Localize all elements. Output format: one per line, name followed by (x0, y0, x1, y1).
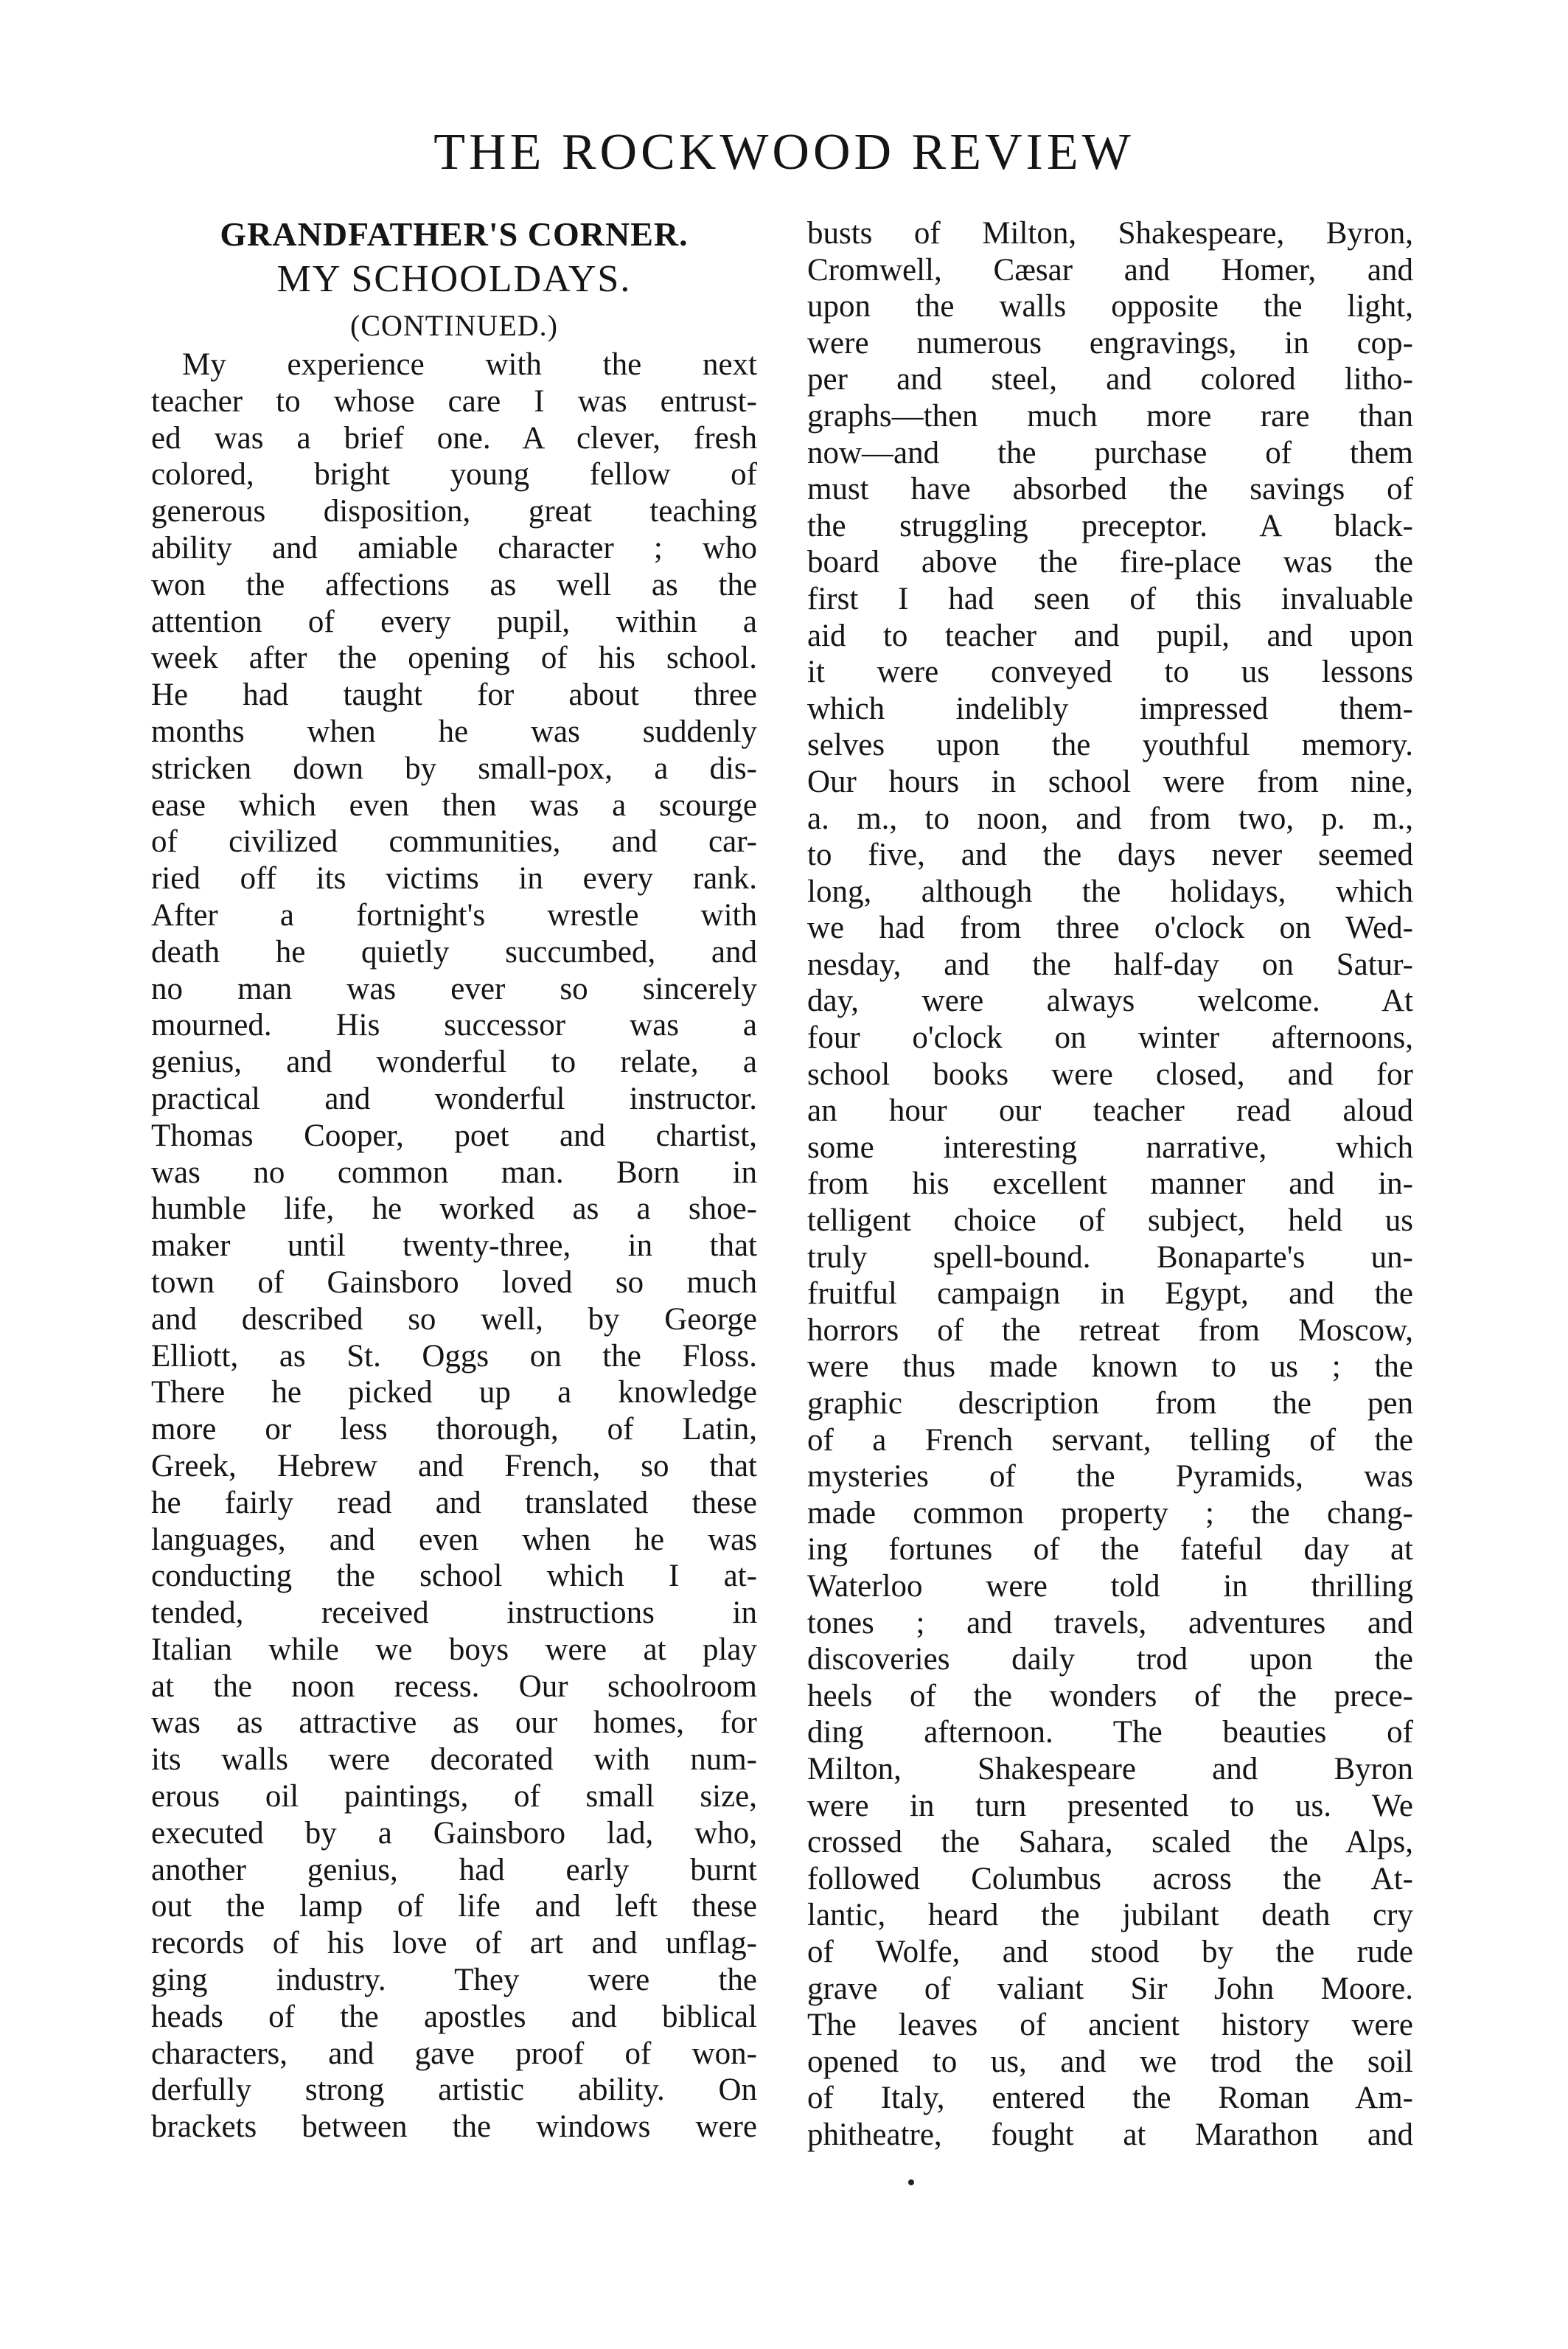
text-line: truly spell-bound. Bonaparte's un- (807, 1239, 1413, 1275)
text-line: death he quietly succumbed, and (151, 934, 757, 970)
text-line: Milton, Shakespeare and Byron (807, 1751, 1413, 1786)
text-line: humble life, he worked as a shoe- (151, 1191, 757, 1227)
text-line: long, although the holidays, which (807, 874, 1413, 909)
text-line: day, were always welcome. At (807, 984, 1413, 1019)
text-line: another genius, had early burnt (151, 1852, 757, 1887)
text-line: of Italy, entered the Roman Am- (807, 2081, 1413, 2116)
text-line: first I had seen of this invaluable (807, 581, 1413, 616)
text-line: There he picked up a knowledge (151, 1375, 757, 1410)
text-line: lantic, heard the jubilant death cry (807, 1898, 1413, 1933)
text-line: was as attractive as our homes, for (151, 1705, 757, 1741)
text-line: tones ; and travels, adventures and (807, 1605, 1413, 1640)
text-line: ging industry. They were the (151, 1963, 757, 1998)
text-line: phitheatre, fought at Marathon and (807, 2117, 1413, 2152)
text-line: Waterloo were told in thrilling (807, 1568, 1413, 1604)
continued-note: (CONTINUED.) (350, 309, 558, 342)
text-line: we had from three o'clock on Wed- (807, 911, 1413, 946)
text-line: maker until twenty-three, in that (151, 1228, 757, 1264)
text-line: out the lamp of life and left these (151, 1889, 757, 1924)
text-line: erous oil paintings, of small size, (151, 1779, 757, 1814)
text-line: teacher to whose care I was entrust- (151, 383, 757, 419)
text-line: nesday, and the half-day on Satur- (807, 947, 1413, 982)
text-line: ing fortunes of the fateful day at (807, 1532, 1413, 1567)
left-column (151, 215, 757, 2146)
section-heading: GRANDFATHER'S CORNER. (220, 215, 689, 253)
text-line: he fairly read and translated these (151, 1485, 757, 1520)
text-line: The leaves of ancient history were (807, 2008, 1413, 2043)
text-line: of a French servant, telling of the (807, 1422, 1413, 1458)
text-line: attention of every pupil, within a (151, 604, 757, 639)
text-line: mourned. His successor was a (151, 1008, 757, 1043)
text-line: colored, bright young fellow of (151, 457, 757, 493)
text-line: conducting the school which I at- (151, 1559, 757, 1594)
text-line: grave of valiant Sir John Moore. (807, 1971, 1413, 2006)
text-line: Elliott, as St. Oggs on the Floss. (151, 1338, 757, 1374)
text-line: derfully strong artistic ability. On (151, 2073, 757, 2108)
text-line: of Wolfe, and stood by the rude (807, 1934, 1413, 1969)
text-line: more or less thorough, of Latin, (151, 1412, 757, 1447)
text-line: mysteries of the Pyramids, was (807, 1459, 1413, 1494)
text-line: Our hours in school were from nine, (807, 764, 1413, 799)
text-line: Greek, Hebrew and French, so that (151, 1448, 757, 1483)
right-column-body (807, 215, 1413, 2153)
text-line: opened to us, and we trod the soil (807, 2044, 1413, 2079)
text-line: followed Columbus across the At- (807, 1861, 1413, 1896)
text-line: from his excellent manner and in- (807, 1166, 1413, 1202)
text-line: town of Gainsboro loved so much (151, 1264, 757, 1300)
left-column-body (151, 347, 757, 2146)
page-dot-mark (908, 2179, 914, 2185)
text-line: graphic description from the pen (807, 1386, 1413, 1421)
text-line: heels of the wonders of the prece- (807, 1678, 1413, 1713)
text-line: per and steel, and colored litho- (807, 362, 1413, 397)
text-line: its walls were decorated with num- (151, 1742, 757, 1778)
text-line: ed was a brief one. A clever, fresh (151, 420, 757, 456)
text-line: upon the walls opposite the light, (807, 289, 1413, 324)
text-line: were thus made known to us ; the (807, 1349, 1413, 1385)
text-line: executed by a Gainsboro lad, who, (151, 1815, 757, 1851)
text-line: fruitful campaign in Egypt, and the (807, 1276, 1413, 1312)
text-line: at the noon recess. Our schoolroom (151, 1668, 757, 1704)
text-line: of civilized communities, and car- (151, 824, 757, 860)
text-line: must have absorbed the savings of (807, 472, 1413, 507)
text-line: were numerous engravings, in cop- (807, 325, 1413, 361)
text-line: the struggling preceptor. A black- (807, 508, 1413, 543)
text-line: and described so well, by George (151, 1301, 757, 1337)
text-line: was no common man. Born in (151, 1155, 757, 1190)
article-title: MY SCHOOLDAYS. (276, 258, 632, 300)
text-line: Thomas Cooper, poet and chartist, (151, 1118, 757, 1153)
text-line: Cromwell, Cæsar and Homer, and (807, 252, 1413, 288)
text-line: languages, and even when he was (151, 1522, 757, 1557)
text-line: busts of Milton, Shakespeare, Byron, (807, 216, 1413, 251)
text-line: brackets between the windows were (151, 2109, 757, 2145)
text-line: ease which even then was a scourge (151, 787, 757, 823)
text-line: genius, and wonderful to relate, a (151, 1045, 757, 1080)
text-line: months when he was suddenly (151, 714, 757, 749)
text-line: which indelibly impressed them- (807, 691, 1413, 726)
text-line: board above the fire-place was the (807, 545, 1413, 580)
text-line: now—and the purchase of them (807, 435, 1413, 470)
text-line: ability and amiable character ; who (151, 530, 757, 566)
text-line: no man was ever so sincerely (151, 971, 757, 1006)
text-line: an hour our teacher read aloud (807, 1093, 1413, 1129)
text-line: characters, and gave proof of won- (151, 2036, 757, 2071)
text-line: telligent choice of subject, held us (807, 1203, 1413, 1239)
text-line: records of his love of art and unflag- (151, 1926, 757, 1961)
text-line: a. m., to noon, and from two, p. m., (807, 801, 1413, 836)
text-line: won the affections as well as the (151, 567, 757, 602)
text-line: After a fortnight's wrestle with (151, 897, 757, 933)
text-line: crossed the Sahara, scaled the Alps, (807, 1825, 1413, 1860)
text-line: generous disposition, great teaching (151, 494, 757, 529)
text-line: it were conveyed to us lessons (807, 655, 1413, 690)
text-line: stricken down by small-pox, a dis- (151, 751, 757, 786)
text-line: aid to teacher and pupil, and upon (807, 618, 1413, 653)
text-line: Italian while we boys were at play (151, 1632, 757, 1667)
text-line: made common property ; the chang- (807, 1495, 1413, 1531)
text-line: practical and wonderful instructor. (151, 1081, 757, 1116)
text-line: week after the opening of his school. (151, 641, 757, 676)
text-line: four o'clock on winter afternoons, (807, 1020, 1413, 1056)
text-line: were in turn presented to us. We (807, 1788, 1413, 1823)
text-line: horrors of the retreat from Moscow, (807, 1312, 1413, 1348)
text-line: tended, received instructions in (151, 1595, 757, 1631)
text-line: selves upon the youthful memory. (807, 728, 1413, 763)
text-line: school books were closed, and for (807, 1057, 1413, 1092)
text-line: heads of the apostles and biblical (151, 1999, 757, 2034)
text-line: graphs—then much more rare than (807, 398, 1413, 434)
text-line: discoveries daily trod upon the (807, 1642, 1413, 1677)
text-line: ried off its victims in every rank. (151, 861, 757, 897)
right-column (807, 215, 1413, 2153)
text-line: to five, and the days never seemed (807, 838, 1413, 873)
page-header: THE ROCKWOOD REVIEW (433, 124, 1135, 181)
text-line: some interesting narrative, which (807, 1130, 1413, 1165)
text-line: ding afternoon. The beauties of (807, 1715, 1413, 1750)
text-line: My experience with the next (182, 347, 757, 382)
text-line: He had taught for about three (151, 678, 757, 713)
